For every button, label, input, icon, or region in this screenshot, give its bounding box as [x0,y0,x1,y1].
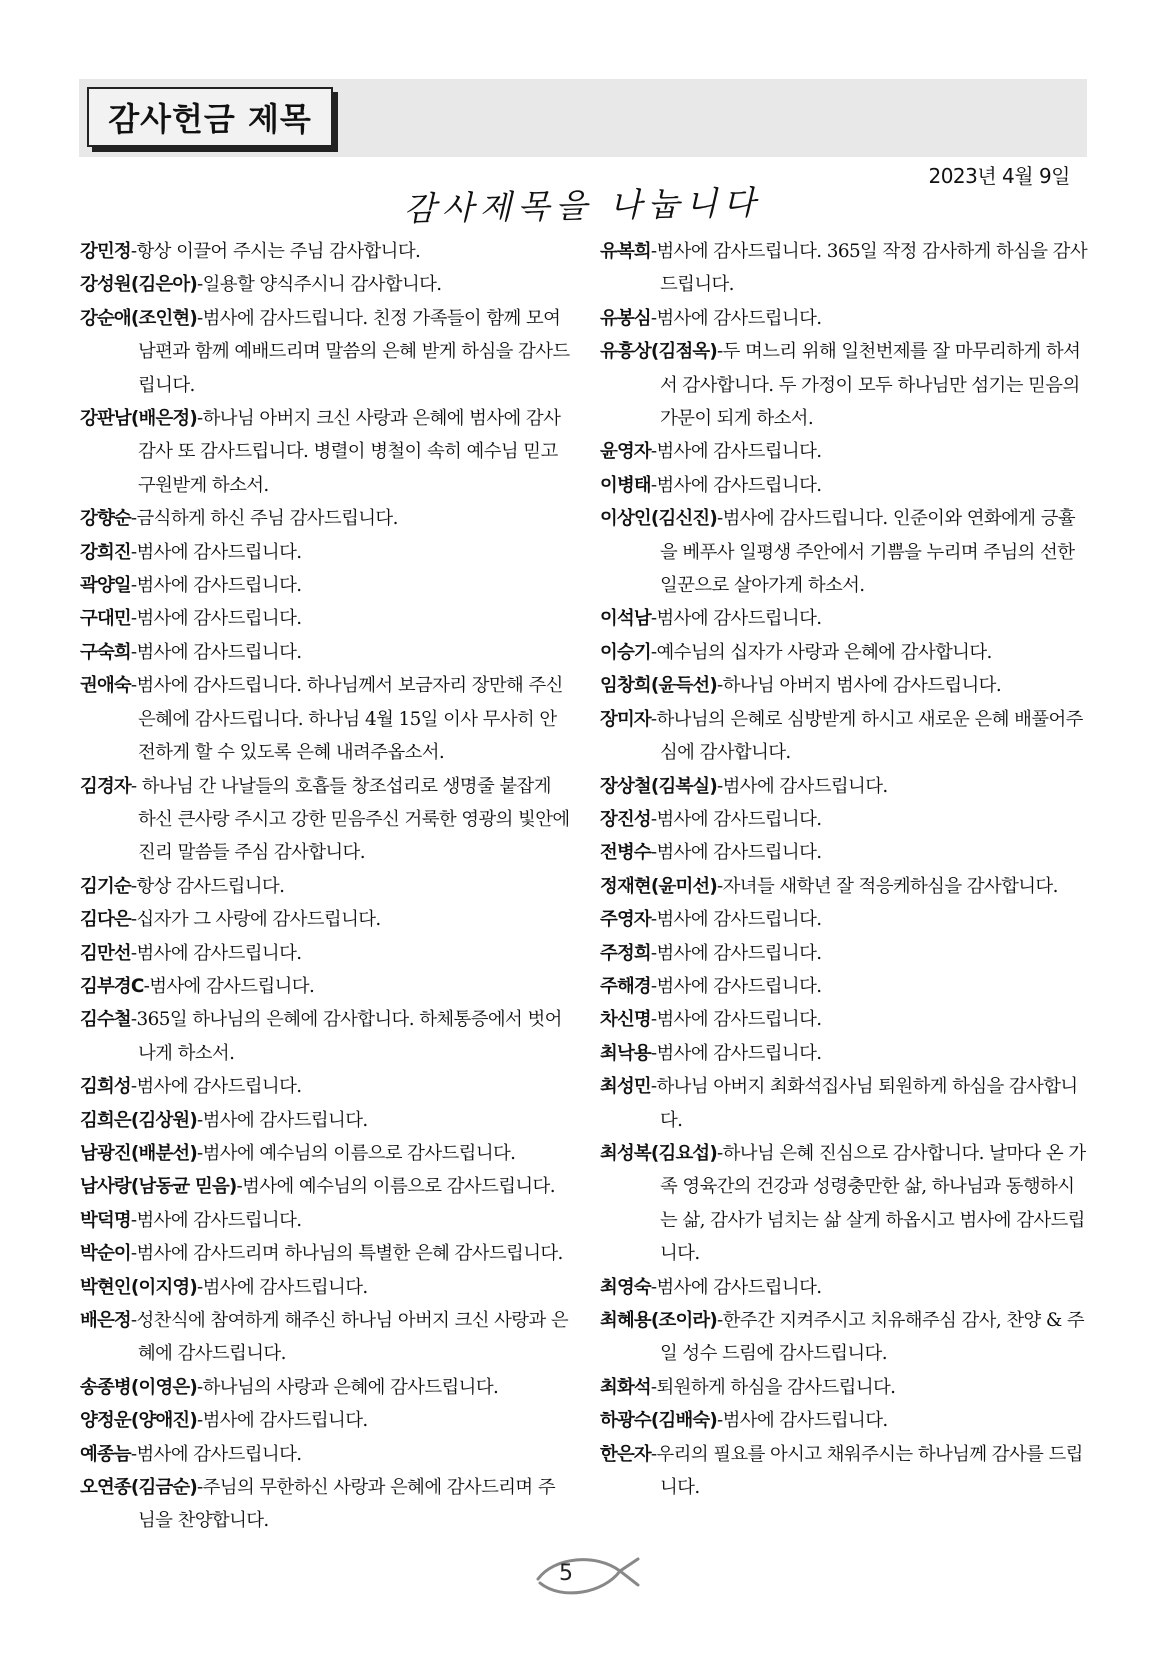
entry-text: -범사에 감사드립니다. [650,1042,822,1064]
entry [600,1371,1090,1404]
entry-text: -범사에 감사드립니다. [650,842,822,864]
entry-text: -범사에 감사드립니다. [650,441,822,463]
entry-name: 최영숙 [600,1276,651,1298]
entry-name: 송종병(이영은) [80,1376,198,1398]
entry [600,302,1090,335]
entry-text: -범사에 감사드립니다. [717,1410,888,1432]
entry-text: -한주간 지켜주시고 치유해주심 감사, 찬양 & 주일 성수 드림에 감사드립니다. [660,1310,1085,1365]
entry-name: 최혜용(조이라) [600,1310,718,1331]
entry-text: -범사에 감사드립니다. [130,575,302,597]
entry-name: 예종늠 [80,1443,131,1465]
entry [80,302,572,402]
entry-text: -항상 이끌어 주시는 주님 감사합니다. [130,241,421,262]
entry-text: -범사에 감사드립니다. [650,975,822,997]
entry-name: 장미자 [600,708,651,730]
entry-name: 전병수 [600,842,651,864]
entry-text: -일용할 양식주시니 감사합니다. [197,274,442,296]
entry-name: 유흥상(김점옥) [600,341,718,363]
entry-text: -성찬식에 참여하게 해주신 하나님 아버지 크신 사랑과 은혜에 감사드립니다. [130,1310,569,1365]
entry [600,469,1090,502]
entry [600,836,1090,869]
entry [600,937,1090,970]
entry [80,970,572,1003]
entry-name: 주정희 [600,942,651,964]
entry-text: -범사에 감사드립니다. [130,1076,302,1098]
entry-name: 장진성 [600,808,651,830]
entry-name: 김다은 [80,909,131,931]
entry-name: 곽양일 [80,575,131,597]
entry [80,1070,572,1103]
entry [600,669,1090,702]
entry-text: -범사에 감사드립니다. [650,307,822,329]
entry [80,1371,572,1404]
entry-text: -범사에 감사드립니다. [650,942,822,964]
entry-name: 강희진 [80,541,131,563]
entry-name: 하광수(김배숙) [600,1410,718,1432]
entry [600,335,1090,435]
entry-name: 최성복(김요섭) [600,1142,718,1164]
entry-name: 차신명 [600,1009,651,1031]
entry [80,669,572,769]
entry-text: -십자가 그 사랑에 감사드립니다. [130,909,381,931]
entry [80,870,572,903]
entry-name: 이상인(김신진) [600,508,718,530]
entry-text: -범사에 감사드립니다. 365일 작정 감사하게 하심을 감사드립니다. [650,241,1088,296]
entry-name: 임창희(윤득선) [600,675,718,697]
entry-text: - 하나님 간 나날들의 호흡들 창조섭리로 생명줄 붙잡게 하신 큰사랑 주시고 강한 믿음주신 거룩한 영광의 빛안에 진리 말씀들 주심 감사합니다. [130,775,570,864]
entry-name: 강민정 [80,241,131,262]
entry-text: -하나님 아버지 크신 사랑과 은혜에 범사에 감사 감사 또 감사드립니다. 병렬이 병철이 속히 예수님 믿고 구원받게 하소서. [138,408,561,496]
entry-name: 이석남 [600,608,651,630]
entry-text: -범사에 감사드립니다. [130,541,302,563]
entry [600,903,1090,936]
entry [80,536,572,569]
entry-name: 김경자 [80,775,131,797]
entry-name: 윤영자 [600,441,651,463]
entry-name: 강순애(조인현) [80,307,198,329]
entry-name: 강향순 [80,508,131,530]
entry-text: -우리의 필요를 아시고 채워주시는 하나님께 감사를 드립니다. [650,1443,1083,1499]
entry-name: 한은자 [600,1443,651,1465]
entry-name: 구숙희 [80,641,131,663]
entry-name: 남사랑(남동균 믿음) [80,1176,237,1198]
entry [600,1003,1090,1036]
page-number: 5 [559,1561,573,1586]
entry-text: -예수님의 십자가 사랑과 은혜에 감사합니다. [650,641,992,663]
entry-text: -범사에 감사드립니다. [650,808,822,830]
entry-name: 강성원(김은아) [80,274,198,296]
entry [80,569,572,602]
entry [80,1438,572,1471]
entry-text: -금식하게 하신 주님 감사드립니다. [130,508,398,530]
entry [600,1137,1090,1271]
entry-name: 유봉심 [600,307,651,329]
entry-name: 정재현(윤미선) [600,875,718,897]
entry-text: -범사에 감사드립니다. [650,909,822,931]
entry-text: -범사에 감사드립니다. [130,1209,302,1231]
entry-name: 박순이 [80,1243,131,1265]
entry-text: -하나님의 사랑과 은혜에 감사드립니다. [197,1376,499,1398]
entry [600,435,1090,468]
entry-text: -365일 하나님의 은혜에 감사합니다. 하체통증에서 벗어나게 하소서. [130,1009,562,1064]
entry-name: 이병태 [600,474,651,496]
entry [80,268,572,301]
entry [600,1271,1090,1304]
entry-name: 권애숙 [80,675,131,697]
entry-text: -범사에 감사드립니다. [650,1276,822,1298]
entry-text: -범사에 감사드립니다. 친정 가족들이 함께 모여 남편과 함께 예배드리며 말씀의 은혜 받게 하심을 감사드립니다. [138,307,570,396]
entry-text: -범사에 감사드리며 하나님의 특별한 은혜 감사드립니다. [130,1243,563,1265]
entry-name: 유복희 [600,241,651,262]
entry-name: 구대민 [80,608,131,630]
entry-text: -퇴원하게 하심을 감사드립니다. [650,1376,896,1398]
entry [600,1438,1090,1505]
entry [600,870,1090,903]
entry-text: -범사에 감사드립니다. [650,608,822,630]
date: 2023년 4월 9일 [928,164,1070,188]
entry [80,1304,572,1371]
entry-text: -하나님 아버지 범사에 감사드립니다. [717,675,1002,697]
entry-name: 이승기 [600,641,651,663]
entry [600,970,1090,1003]
entry-text: -범사에 감사드립니다. [717,775,888,797]
entry-name: 김수철 [80,1009,131,1031]
entry-text: -하나님의 은혜로 심방받게 하시고 새로운 은혜 배풀어주심에 감사합니다. [650,708,1083,764]
entry [80,636,572,669]
entry [600,770,1090,803]
left-column [80,235,572,1538]
entry [600,602,1090,635]
entry [80,1404,572,1437]
entry [80,770,572,870]
entry-text: -범사에 감사드립니다. [130,608,302,630]
entry [80,937,572,970]
entry [80,1003,572,1070]
entry [600,1037,1090,1070]
entry-text: -하나님 은혜 진심으로 감사합니다. 날마다 온 가족 영육간의 건강과 성령충만한 삶, 하나님과 동행하시는 삶, 감사가 넘치는 삶 살게 하옵시고 범사에 감사드립니다. [660,1142,1086,1265]
entry [80,1204,572,1237]
entry-text: -범사에 감사드립니다. [130,641,302,663]
right-column [600,235,1090,1504]
section-title-box [87,87,333,147]
entry [600,235,1090,302]
entry-text: -범사에 감사드립니다. [130,1443,302,1465]
entry [80,1271,572,1304]
entry-name: 김희성 [80,1076,131,1098]
entry [80,502,572,535]
entry-name: 김기순 [80,875,131,897]
entry-text: -주님의 무한하신 사랑과 은혜에 감사드리며 주님을 찬양합니다. [138,1477,556,1532]
entry-text: -범사에 감사드립니다. [197,1410,368,1432]
entry-text: -하나님 아버지 최화석집사님 퇴원하게 하심을 감사합니다. [650,1076,1078,1131]
entry-text: -범사에 감사드립니다. [650,474,822,496]
entry-name: 김만선 [80,942,131,964]
entry [80,602,572,635]
entry-name: 김희은(김상원) [80,1109,198,1131]
entry-name: 주해경 [600,975,651,997]
entry-name: 장상철(김복실) [600,775,718,797]
page-footer [534,1553,644,1603]
entry-text: -범사에 감사드립니다. [130,942,302,964]
entry [80,1137,572,1170]
entry-text: -범사에 감사드립니다. 하나님께서 보금자리 장만해 주신 은혜에 감사드립니다. 하나님 4월 15일 이사 무사히 안전하게 할 수 있도록 은혜 내려주옵소서. [130,675,563,764]
entry [80,903,572,936]
entry-text: -범사에 감사드립니다. [650,1009,822,1031]
entry-name: 최낙용 [600,1042,651,1064]
entry-name: 박현인(이지영) [80,1276,198,1298]
entry-name: 최성민 [600,1076,651,1098]
entry-text: -두 며느리 위해 일천번제를 잘 마무리하게 하셔서 감사합니다. 두 가정이 모두 하나님만 섬기는 믿음의 가문이 되게 하소서. [660,341,1081,430]
entry [600,1404,1090,1437]
entry [600,703,1090,770]
entry-name: 양정운(양애진) [80,1410,198,1432]
entry [80,1104,572,1137]
entry [80,1471,572,1538]
entry [600,502,1090,602]
entry-name: 강판남(배은정) [80,408,198,430]
entry-text: -범사에 예수님의 이름으로 감사드립니다. [197,1142,516,1164]
subtitle: 감사제목을 나눕니다 [403,182,762,229]
entry-name: 최화석 [600,1376,651,1398]
entry [80,402,572,502]
entry-text: -범사에 감사드립니다. [197,1109,368,1131]
entry-text: -범사에 감사드립니다. [143,975,315,997]
entry [80,1170,572,1203]
entry-name: 남광진(배분선) [80,1142,198,1164]
entry-name: 김부경C [80,975,144,997]
entry-text: -범사에 감사드립니다. [197,1276,368,1298]
entry [600,636,1090,669]
entry [80,235,572,268]
entry-text: -항상 감사드립니다. [130,875,285,897]
entry-text: -범사에 예수님의 이름으로 감사드립니다. [236,1176,555,1198]
entry [80,1237,572,1270]
entry [600,803,1090,836]
entry-name: 박덕명 [80,1209,131,1231]
entry [600,1070,1090,1137]
entry-name: 오연종(김금순) [80,1477,198,1499]
entry-name: 주영자 [600,909,651,931]
entry-text: -자녀들 새학년 잘 적응케하심을 감사합니다. [717,875,1058,897]
section-title: 감사헌금 제목 [108,100,312,138]
entry-name: 배은정 [80,1310,131,1331]
entry [600,1304,1090,1371]
entry-text: -범사에 감사드립니다. 인준이와 연화에게 긍휼을 베푸사 일평생 주안에서 기쁨을 누리며 주님의 선한 일꾼으로 살아가게 하소서. [660,508,1076,597]
